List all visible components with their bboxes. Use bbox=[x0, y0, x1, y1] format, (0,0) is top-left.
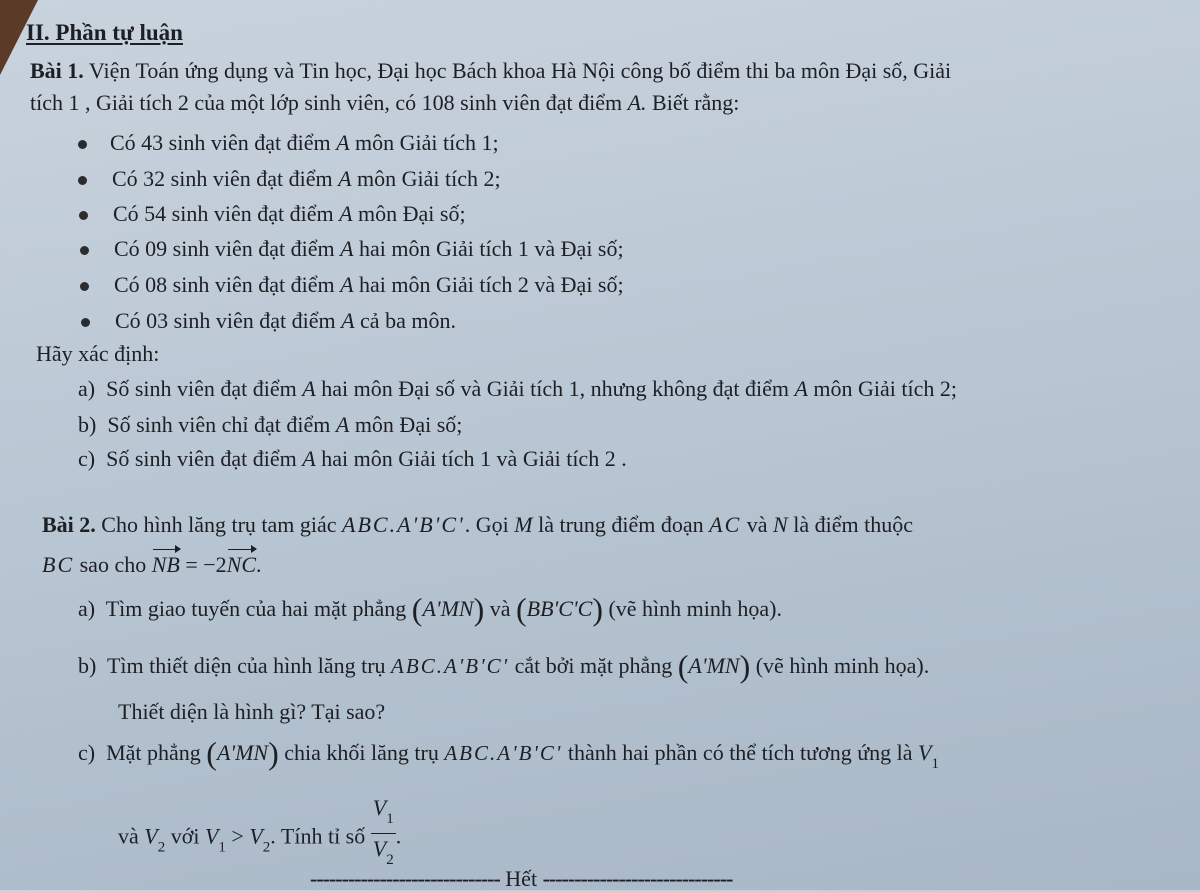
subscript: 2 bbox=[386, 852, 394, 868]
prism-name: ABC.A'B'C' bbox=[342, 512, 465, 537]
question-label: c) bbox=[78, 740, 96, 765]
question-label: a) bbox=[78, 596, 96, 621]
bullet-icon bbox=[78, 140, 87, 149]
bullet-icon bbox=[81, 318, 90, 327]
fact-text: Có 03 sinh viên đạt điểm bbox=[115, 308, 336, 333]
question-text: Tìm thiết diện của hình lăng trụ bbox=[106, 653, 386, 678]
fact-subject: môn Giải tích 1; bbox=[355, 130, 499, 155]
question-text: Số sinh viên đạt điểm bbox=[106, 446, 297, 471]
plane-bbcc: BB'C'C bbox=[526, 596, 593, 621]
subscript: 2 bbox=[157, 839, 166, 856]
equals-minus-two: = −2 bbox=[185, 552, 227, 577]
bai1-intro-line1 bbox=[30, 58, 951, 84]
var-v: V bbox=[144, 823, 158, 849]
var-a: A bbox=[339, 201, 353, 226]
fact-text: Có 09 sinh viên đạt điểm bbox=[114, 236, 335, 261]
bai2-text: và bbox=[746, 512, 768, 537]
dash-line-right: ------------------------------ bbox=[542, 866, 733, 891]
question-text: môn Đại số; bbox=[354, 412, 463, 437]
question-label: b) bbox=[78, 653, 97, 678]
var-m: M bbox=[514, 512, 533, 537]
fact-subject: môn Giải tích 2; bbox=[357, 166, 501, 191]
period: . bbox=[395, 823, 402, 849]
period: . bbox=[256, 552, 262, 577]
bai2-text: Cho hình lăng trụ tam giác bbox=[101, 512, 337, 537]
bai1-intro-text: Viện Toán ứng dụng và Tin học, Đại học Bách khoa Hà Nội công bố điểm thi ba môn Đại số, Giải bbox=[88, 58, 952, 83]
question-a bbox=[78, 376, 957, 402]
fact-item bbox=[110, 130, 499, 156]
fact-text: Có 32 sinh viên đạt điểm bbox=[112, 166, 333, 191]
var-v: V bbox=[204, 823, 219, 849]
fact-text: Có 54 sinh viên đạt điểm bbox=[113, 201, 334, 226]
fact-item bbox=[113, 201, 466, 227]
fact-subject: môn Đại số; bbox=[358, 201, 466, 226]
segment-bc: BC bbox=[42, 552, 75, 577]
section-title: II. Phần tự luận bbox=[26, 20, 183, 45]
question-b bbox=[78, 412, 462, 438]
bai2-question-b-line2: Thiết diện là hình gì? Tại sao? bbox=[118, 699, 386, 724]
bai2-text: là điểm thuộc bbox=[793, 512, 913, 537]
question-text: Tìm giao tuyến của hai mặt phẳng bbox=[105, 596, 407, 621]
subscript: 1 bbox=[218, 839, 226, 856]
bullet-icon bbox=[78, 176, 87, 185]
var-n: N bbox=[773, 512, 788, 537]
subscript: 1 bbox=[931, 756, 939, 772]
bai2-text: sao cho bbox=[79, 552, 147, 577]
paren-open: ( bbox=[411, 591, 423, 627]
bai2-line2 bbox=[42, 552, 262, 578]
var-a: A. bbox=[627, 90, 647, 115]
bai2-line1 bbox=[42, 512, 913, 538]
bullet-icon bbox=[79, 211, 88, 220]
intro-text: tích 1 , Giải tích 2 của một lớp sinh viên, có 108 sinh viên đạt điểm bbox=[30, 90, 623, 115]
plane-amn: A'MN bbox=[216, 740, 269, 765]
question-text: Số sinh viên đạt điểm bbox=[106, 376, 297, 401]
fact-item bbox=[114, 272, 624, 298]
var-a: A bbox=[341, 308, 355, 333]
var-a: A bbox=[338, 166, 352, 191]
var-a: A bbox=[794, 376, 808, 401]
bai1-label: Bài 1. bbox=[30, 58, 84, 83]
question-text: và bbox=[118, 823, 139, 849]
bai2-text: . Gọi bbox=[464, 512, 509, 537]
question-text: hai môn Đại số và Giải tích 1, nhưng không đạt điểm bbox=[321, 376, 789, 401]
bai2-question-c-line2 bbox=[118, 795, 402, 868]
var-a: A bbox=[340, 236, 354, 261]
question-text: hai môn Giải tích 1 và Giải tích 2 . bbox=[321, 446, 627, 471]
end-label: Hết bbox=[505, 866, 538, 891]
paren-close: ) bbox=[473, 591, 485, 627]
question-text: với bbox=[170, 823, 200, 849]
question-text: (vẽ hình minh họa). bbox=[608, 596, 782, 621]
numerator bbox=[371, 796, 396, 834]
question-text: Mặt phẳng bbox=[106, 740, 201, 765]
paren-close: ) bbox=[268, 735, 279, 771]
vector-nb: NB bbox=[151, 552, 180, 577]
question-text: . Tính tỉ số bbox=[270, 823, 366, 849]
question-text: cắt bởi mặt phẳng bbox=[514, 653, 673, 678]
var-v: V bbox=[918, 740, 932, 765]
vector-nc: NC bbox=[226, 552, 257, 577]
var-a: A bbox=[302, 446, 316, 471]
var-v: V bbox=[249, 823, 263, 849]
fact-text: Có 43 sinh viên đạt điểm bbox=[110, 130, 331, 155]
prism-name: ABC.A'B'C' bbox=[444, 741, 563, 765]
end-marker bbox=[310, 866, 732, 892]
greater-than: > bbox=[231, 823, 244, 849]
question-label: b) bbox=[78, 412, 97, 437]
question-text: và bbox=[489, 596, 511, 621]
bai2-question-b bbox=[78, 648, 930, 684]
fact-subject: hai môn Giải tích 2 và Đại số; bbox=[359, 272, 624, 297]
bai1-prompt: Hãy xác định: bbox=[36, 341, 160, 366]
plane-amn: A'MN bbox=[422, 596, 474, 621]
bullet-icon bbox=[80, 246, 89, 255]
bullet-icon bbox=[80, 282, 89, 291]
question-text: (vẽ hình minh họa). bbox=[755, 653, 930, 678]
bai2-label: Bài 2. bbox=[42, 512, 96, 537]
subscript: 1 bbox=[386, 811, 394, 827]
paren-open: ( bbox=[206, 735, 217, 771]
fact-item bbox=[112, 166, 501, 192]
question-text: môn Giải tích 2; bbox=[813, 376, 957, 401]
paren-open: ( bbox=[516, 591, 527, 627]
fraction-v1-v2 bbox=[371, 796, 396, 873]
bai2-text: là trung điểm đoạn bbox=[538, 512, 704, 537]
var-v: V bbox=[372, 836, 387, 861]
question-text: thành hai phần có thể tích tương ứng là bbox=[567, 740, 913, 765]
fact-subject: hai môn Giải tích 1 và Đại số; bbox=[359, 236, 624, 261]
intro-text-end: Biết rằng: bbox=[652, 90, 740, 115]
fact-subject: cả ba môn. bbox=[360, 308, 456, 333]
question-c bbox=[78, 446, 627, 472]
segment-ac: AC bbox=[709, 512, 742, 537]
question-label: a) bbox=[78, 376, 96, 401]
question-label: c) bbox=[78, 446, 96, 471]
bai1-intro-line2 bbox=[30, 90, 739, 116]
question-text: Số sinh viên chỉ đạt điểm bbox=[107, 412, 331, 437]
plane-amn: A'MN bbox=[688, 653, 740, 678]
var-a: A bbox=[340, 272, 354, 297]
fact-item bbox=[114, 236, 624, 262]
prism-name: ABC.A'B'C' bbox=[391, 654, 510, 678]
subscript: 2 bbox=[262, 839, 271, 856]
var-v: V bbox=[372, 795, 387, 820]
fact-item bbox=[115, 308, 456, 334]
bai2-question-a bbox=[78, 591, 782, 627]
var-a: A bbox=[336, 130, 350, 155]
var-a: A bbox=[302, 376, 316, 401]
bai2-question-c bbox=[78, 735, 939, 777]
paren-close: ) bbox=[739, 648, 751, 684]
fact-text: Có 08 sinh viên đạt điểm bbox=[114, 272, 335, 297]
dash-line-left: ------------------------------ bbox=[310, 866, 500, 891]
paren-close: ) bbox=[592, 591, 603, 627]
question-text: chia khối lăng trụ bbox=[284, 740, 439, 765]
paren-open: ( bbox=[677, 648, 689, 684]
var-a: A bbox=[335, 412, 350, 437]
